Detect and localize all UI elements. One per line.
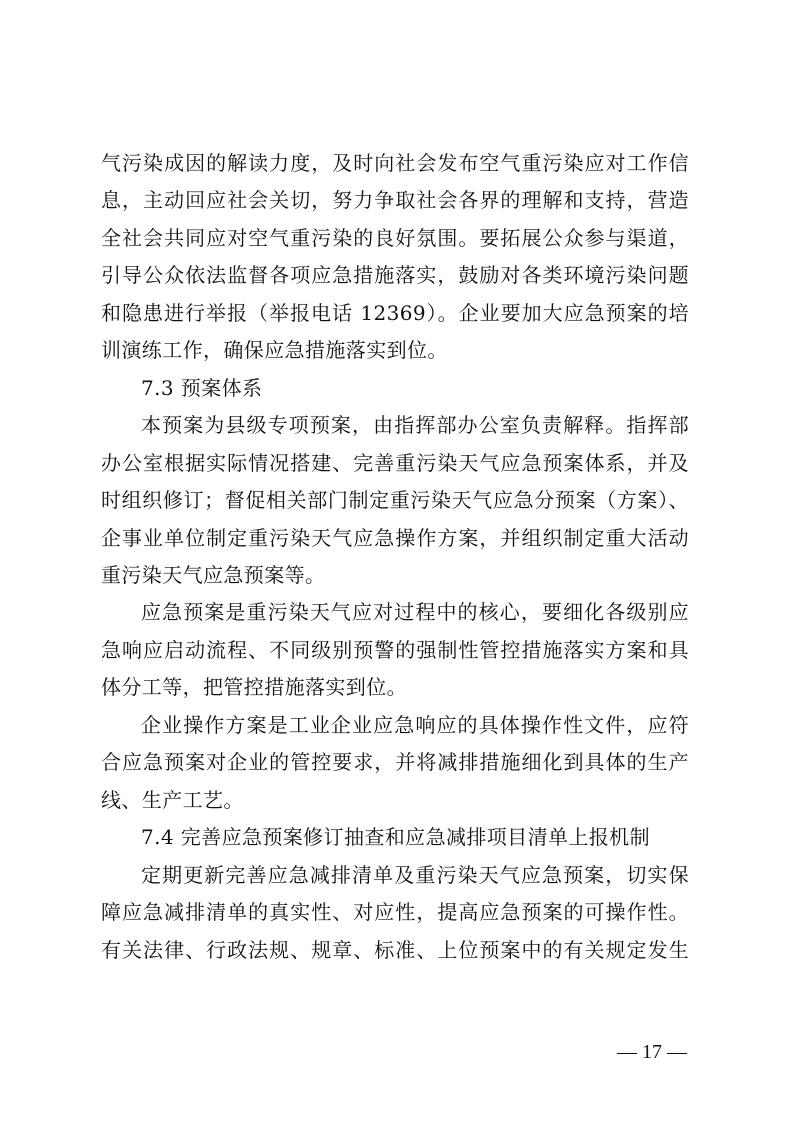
- section-heading-7-4: 7.4 完善应急预案修订抽查和应急减排项目清单上报机制: [141, 825, 650, 849]
- body-text-line: 办公室根据实际情况搭建、完善重污染天气应急预案体系，并及: [101, 451, 689, 475]
- body-text-line: 引导公众依法监督各项应急措施落实，鼓励对各类环境污染问题: [101, 263, 689, 287]
- body-text-line: 应急预案是重污染天气应对过程中的核心，要细化各级别应: [141, 600, 689, 624]
- body-text-line: 企业操作方案是工业企业应急响应的具体操作性文件，应符: [141, 713, 689, 737]
- body-text-line: 气污染成因的解读力度，及时向社会发布空气重污染应对工作信: [101, 151, 689, 175]
- body-text-line: 障应急减排清单的真实性、对应性，提高应急预案的可操作性。: [101, 900, 689, 924]
- body-text-line: 企事业单位制定重污染天气应急操作方案，并组织制定重大活动: [101, 526, 689, 550]
- body-text-line: 和隐患进行举报（举报电话 12369）。企业要加大应急预案的培: [101, 301, 689, 325]
- body-text-line: 急响应启动流程、不同级别预警的强制性管控措施落实方案和具: [101, 638, 689, 662]
- body-text-line: 体分工等，把管控措施落实到位。: [101, 675, 407, 699]
- body-text-line: 训演练工作，确保应急措施落实到位。: [101, 338, 448, 362]
- body-text-line: 重污染天气应急预案等。: [101, 563, 326, 587]
- body-text-line: 有关法律、行政法规、规章、标准、上位预案中的有关规定发生: [101, 938, 689, 962]
- body-text-line: 本预案为县级专项预案，由指挥部办公室负责解释。指挥部: [141, 413, 689, 437]
- body-text-line: 时组织修订；督促相关部门制定重污染天气应急分预案（方案）、: [101, 488, 689, 512]
- body-text-line: 合应急预案对企业的管控要求，并将减排措施细化到具体的生产: [101, 750, 689, 774]
- body-text-line: 定期更新完善应急减排清单及重污染天气应急预案，切实保: [141, 863, 689, 887]
- body-text-line: 线、生产工艺。: [101, 788, 244, 812]
- body-text-line: 全社会共同应对空气重污染的良好氛围。要拓展公众参与渠道，: [101, 226, 689, 250]
- body-text-line: 息，主动回应社会关切，努力争取社会各界的理解和支持，营造: [101, 188, 689, 212]
- section-heading-7-3: 7.3 预案体系: [141, 376, 263, 400]
- page-number: — 17 —: [617, 1041, 687, 1063]
